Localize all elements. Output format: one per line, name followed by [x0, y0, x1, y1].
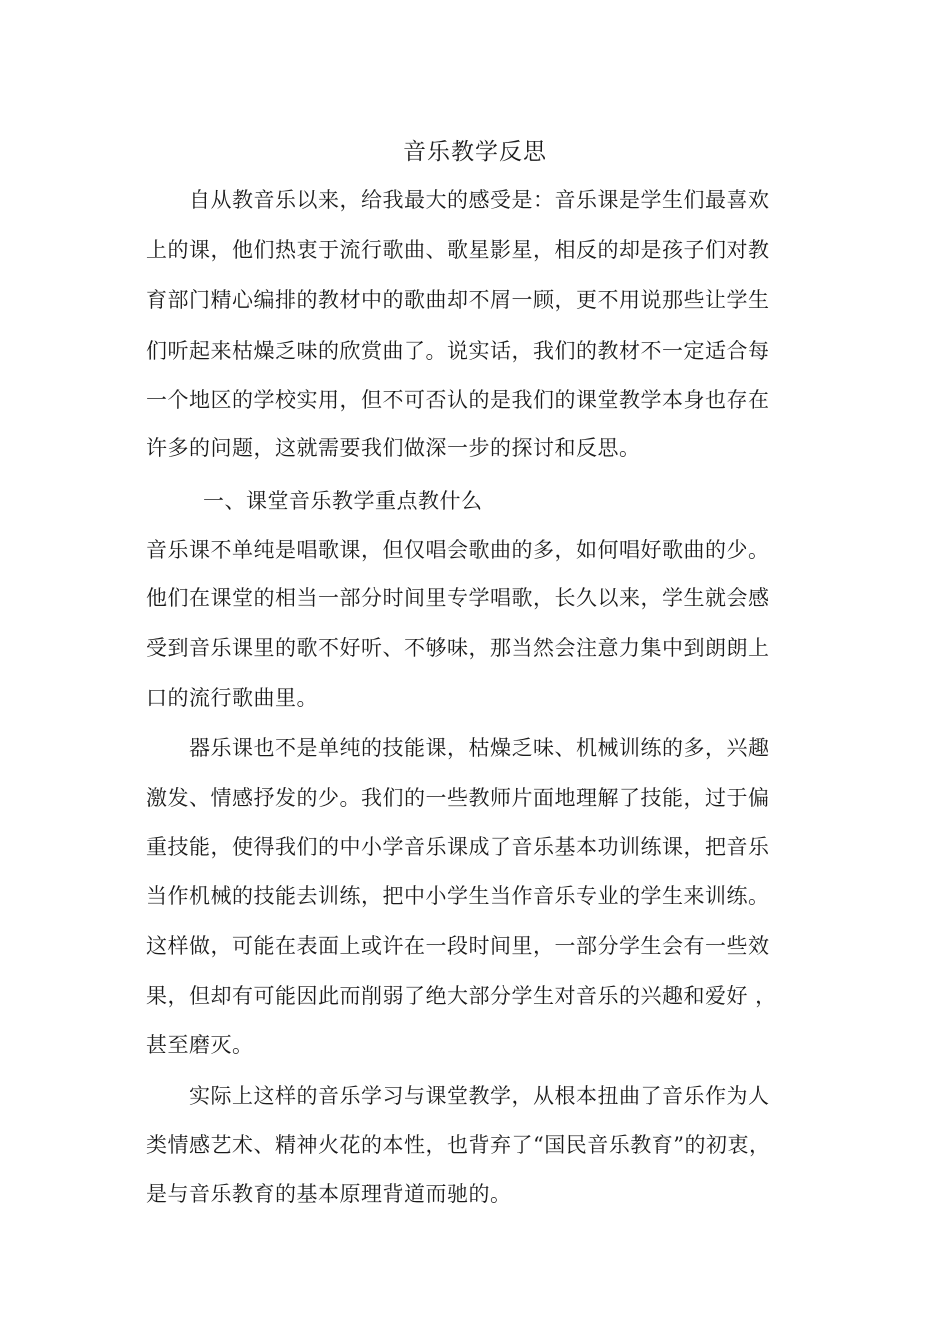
paragraph-1-line-5: 一个地区的学校实用，但不可否认的是我们的课堂教学本身也存在	[146, 388, 770, 412]
paragraph-4-line-2: 类情感艺术、精神火花的本性，也背弃了“国民音乐教育”的初衷，	[146, 1133, 771, 1157]
paragraph-3-line-4: 当作机械的技能去训练，把中小学生当作音乐专业的学生来训练。	[146, 884, 770, 908]
paragraph-2-line-1: 音乐课不单纯是唱歌课，但仅唱会歌曲的多，如何唱好歌曲的少。	[146, 538, 770, 562]
paragraph-2-line-3: 受到音乐课里的歌不好听、不够味，那当然会注意力集中到朗朗上	[146, 636, 770, 660]
paragraph-1-line-2: 上的课，他们热衷于流行歌曲、歌星影星，相反的却是孩子们对教	[146, 238, 770, 262]
paragraph-3-line-6: 果，但却有可能因此而削弱了绝大部分学生对音乐的兴趣和爱好 ，	[146, 984, 777, 1008]
paragraph-3-line-5: 这样做，可能在表面上或许在一段时间里，一部分学生会有一些效	[146, 934, 770, 958]
paragraph-1-line-3: 育部门精心编排的教材中的歌曲却不屑一顾，更不用说那些让学生	[146, 288, 770, 312]
paragraph-3-line-2: 激发、情感抒发的少。我们的一些教师片面地理解了技能，过于偏	[146, 786, 770, 810]
page-title: 音乐教学反思	[403, 139, 547, 165]
paragraph-4-line-1: 实际上这样的音乐学习与课堂教学，从根本扭曲了音乐作为人	[189, 1084, 770, 1108]
paragraph-4-line-3: 是与音乐教育的基本原理背道而驰的。	[146, 1182, 512, 1206]
paragraph-1-line-1: 自从教音乐以来，给我最大的感受是：音乐课是学生们最喜欢	[189, 188, 770, 212]
paragraph-2-line-4: 口的流行歌曲里。	[146, 686, 318, 710]
paragraph-1-line-4: 们听起来枯燥乏味的欣赏曲了。说实话，我们的教材不一定适合每	[146, 339, 770, 363]
section-heading: 一、课堂音乐教学重点教什么	[203, 489, 483, 513]
paragraph-1-line-6: 许多的问题，这就需要我们做深一步的探讨和反思。	[146, 436, 641, 460]
paragraph-3-line-3: 重技能，使得我们的中小学音乐课成了音乐基本功训练课，把音乐	[146, 835, 770, 859]
paragraph-2-line-2: 他们在课堂的相当一部分时间里专学唱歌，长久以来，学生就会感	[146, 586, 770, 610]
paragraph-3-line-7: 甚至磨灭。	[146, 1033, 254, 1057]
paragraph-3-line-1: 器乐课也不是单纯的技能课，枯燥乏味、机械训练的多，兴趣	[189, 736, 770, 760]
